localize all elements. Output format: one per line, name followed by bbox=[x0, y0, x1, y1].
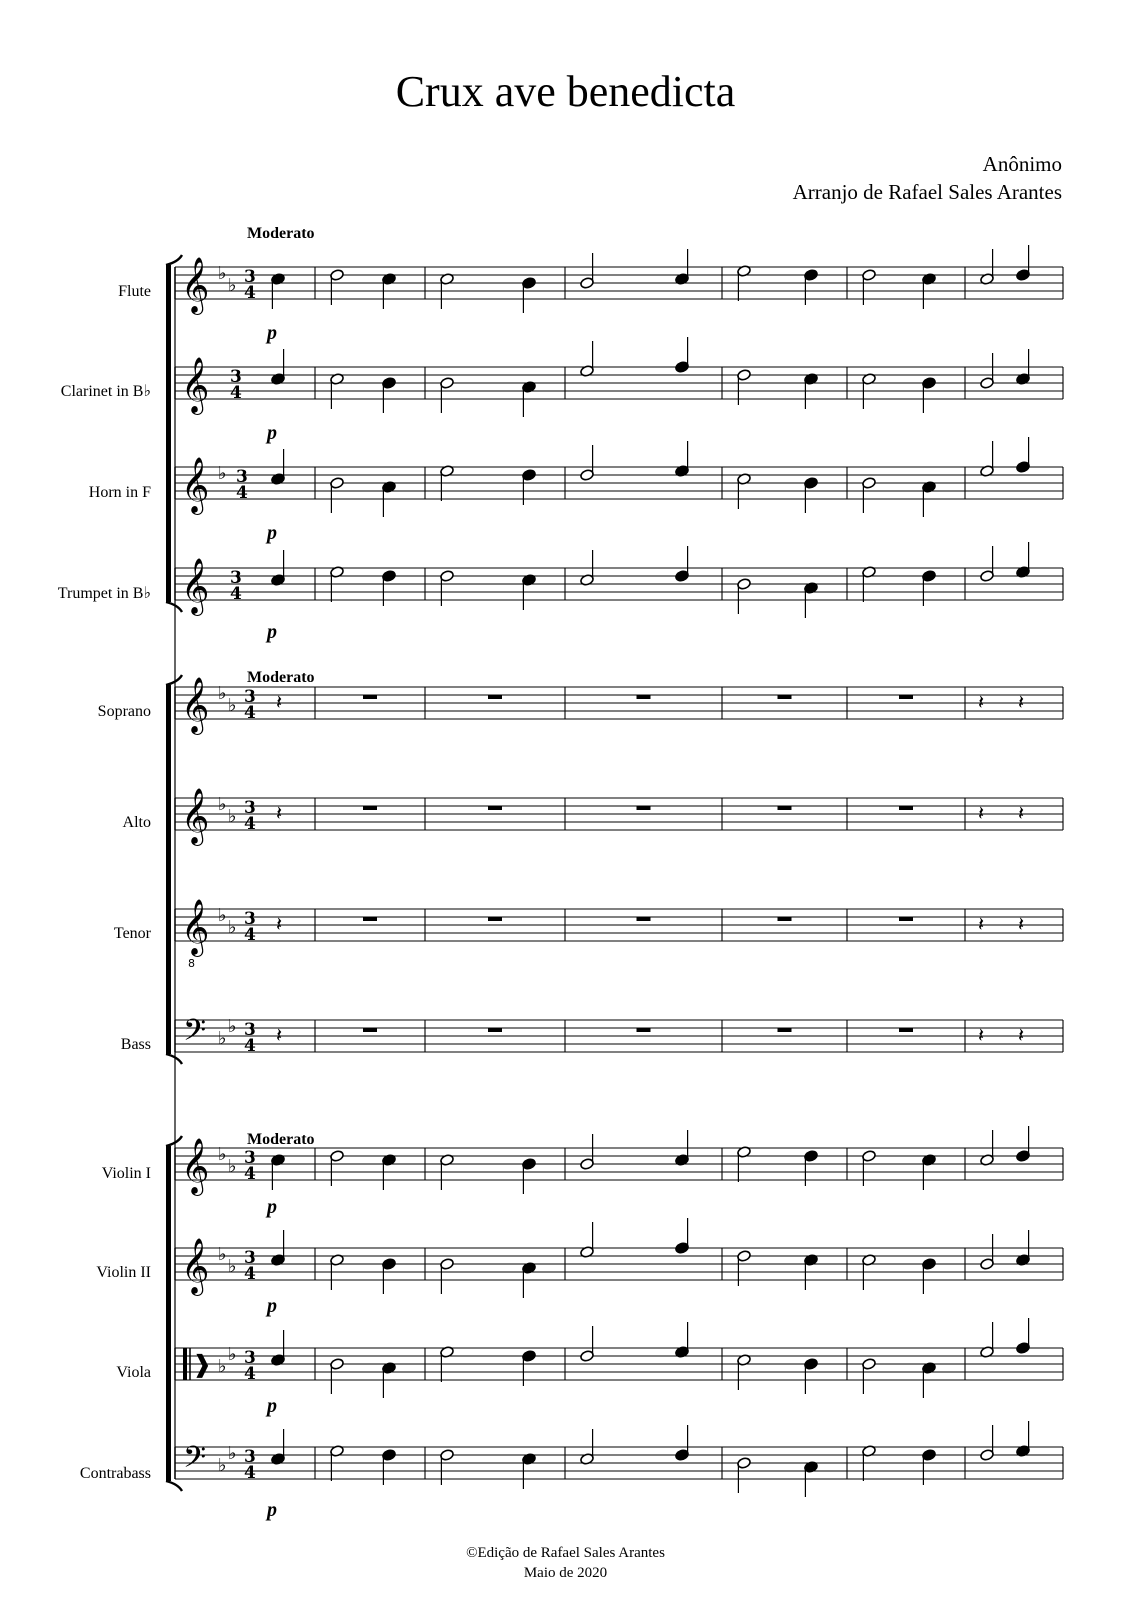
strings-bracket bbox=[166, 1146, 171, 1481]
time-signature-bottom: 4 bbox=[244, 1164, 256, 1184]
dynamic-mark-contrabass: p bbox=[267, 1499, 277, 1521]
instrument-label-alto: Alto bbox=[122, 814, 151, 831]
flat-key-icon: ♭ bbox=[228, 275, 237, 296]
whole-rest-icon bbox=[778, 806, 792, 810]
instrument-label-trumpet: Trumpet in B♭ bbox=[57, 585, 151, 602]
quarter-rest-icon: 𝄽 bbox=[978, 801, 985, 825]
flat-key-icon: ♭ bbox=[218, 1455, 227, 1476]
time-signature-top: 3 bbox=[244, 1348, 256, 1368]
flat-key-icon: ♭ bbox=[228, 1156, 237, 1177]
whole-rest-icon bbox=[363, 806, 377, 810]
time-signature-bottom: 4 bbox=[244, 925, 256, 945]
quarter-rest-icon: 𝄽 bbox=[276, 690, 283, 714]
voices-bracket bbox=[166, 685, 171, 1054]
alto-clef-icon bbox=[183, 1348, 187, 1380]
time-signature-top: 3 bbox=[244, 267, 256, 287]
instrument-label-clarinet: Clarinet in B♭ bbox=[60, 383, 151, 400]
whole-rest-icon bbox=[899, 806, 913, 810]
treble-clef-icon: 𝄞 bbox=[181, 788, 210, 844]
time-signature-bottom: 4 bbox=[244, 814, 256, 834]
time-signature-top: 3 bbox=[230, 367, 242, 387]
winds-bracket-top bbox=[166, 255, 182, 265]
treble-clef-icon: 𝄞 bbox=[181, 677, 210, 733]
time-signature-top: 3 bbox=[236, 467, 248, 487]
treble-clef-icon: 𝄞 bbox=[181, 1238, 210, 1294]
time-signature-top: 3 bbox=[244, 687, 256, 707]
whole-rest-icon bbox=[778, 917, 792, 921]
flat-key-icon: ♭ bbox=[218, 1144, 227, 1165]
treble-clef-icon: 𝄞 bbox=[181, 457, 210, 513]
time-signature-top: 3 bbox=[244, 1020, 256, 1040]
dynamic-mark-violin-1: p bbox=[267, 1196, 277, 1218]
treble-clef-icon: 𝄞 bbox=[181, 558, 210, 614]
flat-key-icon: ♭ bbox=[228, 1443, 237, 1464]
instrument-label-soprano: Soprano bbox=[97, 703, 151, 720]
flat-key-icon: ♭ bbox=[228, 695, 237, 716]
time-signature-bottom: 4 bbox=[244, 1036, 256, 1056]
quarter-rest-icon: 𝄽 bbox=[978, 690, 985, 714]
quarter-rest-icon: 𝄽 bbox=[1018, 801, 1025, 825]
strings-bracket-bottom bbox=[166, 1481, 182, 1491]
flat-key-icon: ♭ bbox=[218, 905, 227, 926]
composer-credit: Anônimo bbox=[982, 152, 1062, 176]
time-signature-bottom: 4 bbox=[244, 283, 256, 303]
treble-clef-icon: 𝄞 bbox=[181, 357, 210, 413]
whole-rest-icon bbox=[637, 695, 651, 699]
flat-key-icon: ♭ bbox=[218, 683, 227, 704]
instrument-label-viola: Viola bbox=[116, 1364, 151, 1381]
flat-key-icon: ♭ bbox=[228, 1344, 237, 1365]
time-signature-bottom: 4 bbox=[244, 1364, 256, 1384]
time-signature-bottom: 4 bbox=[244, 703, 256, 723]
dynamic-mark-clarinet: p bbox=[267, 422, 277, 444]
octave-marker-icon: 8 bbox=[188, 957, 195, 970]
flat-key-icon: ♭ bbox=[228, 1256, 237, 1277]
footer-date: Maio de 2020 bbox=[523, 1565, 608, 1581]
flat-key-icon: ♭ bbox=[218, 463, 227, 484]
tempo-marking-winds: Moderato bbox=[247, 225, 315, 242]
whole-rest-icon bbox=[363, 1028, 377, 1032]
winds-bracket bbox=[166, 265, 171, 602]
time-signature-top: 3 bbox=[244, 798, 256, 818]
instrument-label-flute: Flute bbox=[118, 283, 151, 300]
whole-rest-icon bbox=[899, 917, 913, 921]
time-signature-bottom: 4 bbox=[230, 383, 242, 403]
quarter-rest-icon: 𝄽 bbox=[978, 912, 985, 936]
dynamic-mark-trumpet: p bbox=[267, 621, 277, 643]
treble-clef-icon: 𝄞 bbox=[181, 899, 210, 955]
voices-bracket-top bbox=[166, 675, 182, 685]
flat-key-icon: ♭ bbox=[218, 1028, 227, 1049]
time-signature-top: 3 bbox=[244, 1248, 256, 1268]
quarter-rest-icon: 𝄽 bbox=[276, 1023, 283, 1047]
time-signature-top: 3 bbox=[230, 568, 242, 588]
winds-bracket-bottom bbox=[166, 602, 182, 612]
quarter-rest-icon: 𝄽 bbox=[1018, 1023, 1025, 1047]
flat-key-icon: ♭ bbox=[218, 263, 227, 284]
whole-rest-icon bbox=[637, 917, 651, 921]
flat-key-icon: ♭ bbox=[228, 917, 237, 938]
footer-copyright: ©Edição de Rafael Sales Arantes bbox=[466, 1545, 665, 1561]
strings-bracket-top bbox=[166, 1136, 182, 1146]
dynamic-mark-violin-2: p bbox=[267, 1295, 277, 1317]
flat-key-icon: ♭ bbox=[228, 1016, 237, 1037]
treble-clef-icon: 𝄞 bbox=[181, 1138, 210, 1194]
instrument-label-bass: Bass bbox=[120, 1036, 151, 1053]
whole-rest-icon bbox=[363, 917, 377, 921]
quarter-rest-icon: 𝄽 bbox=[1018, 690, 1025, 714]
tempo-marking-voices: Moderato bbox=[247, 669, 315, 686]
whole-rest-icon bbox=[363, 695, 377, 699]
flat-key-icon: ♭ bbox=[228, 806, 237, 827]
bass-clef-icon: 𝄢 bbox=[183, 1014, 207, 1055]
alto-clef-icon-curl: ❱ bbox=[192, 1350, 213, 1378]
whole-rest-icon bbox=[899, 695, 913, 699]
instrument-label-violin-1: Violin I bbox=[101, 1165, 151, 1182]
instrument-label-horn: Horn in F bbox=[88, 484, 151, 501]
score-title: Crux ave benedicta bbox=[395, 67, 736, 116]
voices-bracket-bottom bbox=[166, 1054, 182, 1064]
instrument-label-tenor: Tenor bbox=[113, 925, 151, 942]
dynamic-mark-horn: p bbox=[267, 522, 277, 544]
whole-rest-icon bbox=[488, 806, 502, 810]
whole-rest-icon bbox=[488, 695, 502, 699]
arranger-credit: Arranjo de Rafael Sales Arantes bbox=[792, 180, 1062, 204]
quarter-rest-icon: 𝄽 bbox=[276, 801, 283, 825]
time-signature-bottom: 4 bbox=[230, 584, 242, 604]
whole-rest-icon bbox=[637, 1028, 651, 1032]
whole-rest-icon bbox=[778, 1028, 792, 1032]
flat-key-icon: ♭ bbox=[218, 1356, 227, 1377]
flat-key-icon: ♭ bbox=[218, 794, 227, 815]
whole-rest-icon bbox=[899, 1028, 913, 1032]
time-signature-bottom: 4 bbox=[244, 1463, 256, 1483]
instrument-label-violin-2: Violin II bbox=[96, 1264, 151, 1281]
bass-clef-icon: 𝄢 bbox=[183, 1441, 207, 1482]
treble-clef-icon: 𝄞 bbox=[181, 257, 210, 313]
instrument-label-contrabass: Contrabass bbox=[79, 1465, 151, 1482]
quarter-rest-icon: 𝄽 bbox=[276, 912, 283, 936]
whole-rest-icon bbox=[778, 695, 792, 699]
time-signature-bottom: 4 bbox=[244, 1264, 256, 1284]
dynamic-mark-flute: p bbox=[267, 322, 277, 344]
whole-rest-icon bbox=[488, 1028, 502, 1032]
quarter-rest-icon: 𝄽 bbox=[1018, 912, 1025, 936]
whole-rest-icon bbox=[488, 917, 502, 921]
time-signature-top: 3 bbox=[244, 1447, 256, 1467]
time-signature-top: 3 bbox=[244, 1148, 256, 1168]
quarter-rest-icon: 𝄽 bbox=[978, 1023, 985, 1047]
time-signature-bottom: 4 bbox=[236, 483, 248, 503]
time-signature-top: 3 bbox=[244, 909, 256, 929]
flat-key-icon: ♭ bbox=[218, 1244, 227, 1265]
dynamic-mark-viola: p bbox=[267, 1395, 277, 1417]
tempo-marking-strings: Moderato bbox=[247, 1131, 315, 1148]
whole-rest-icon bbox=[637, 806, 651, 810]
